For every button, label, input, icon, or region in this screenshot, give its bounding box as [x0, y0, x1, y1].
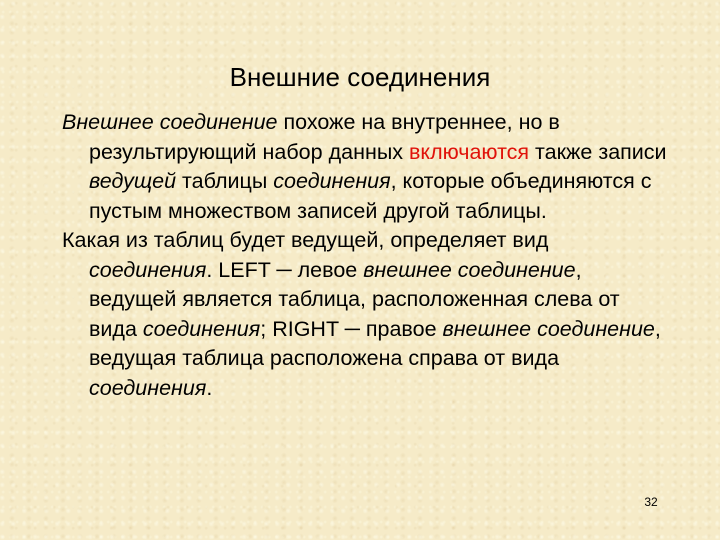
term-leading: ведущей	[89, 169, 177, 193]
text-run: . LEFT ─ левое	[206, 257, 364, 282]
text-run: похоже на внутреннее, но в результирующий набор данных	[89, 110, 560, 164]
text-run: , ведущей является таблица, расположенная слева от вида	[89, 257, 620, 341]
term-join: соединения	[89, 375, 207, 400]
paragraph-join-kinds	[62, 226, 672, 403]
text-run: .	[206, 375, 213, 400]
text-run: , ведущая таблица расположена справа от вида	[89, 316, 661, 370]
text-run: таблицы	[176, 169, 274, 193]
term-join: соединения	[142, 316, 261, 341]
term-outer-join: внешнее соединение	[442, 316, 655, 341]
paragraph-outer-join-definition	[62, 108, 672, 226]
term-join: соединения	[89, 257, 207, 282]
term-outer-join: внешнее соединение	[363, 257, 576, 282]
text-run: , которые объединяются с пустым множеством записей другой таблицы.	[89, 169, 652, 223]
text-run: также записи	[529, 139, 667, 164]
slide-body	[62, 108, 672, 403]
slide-title: Внешние соединения	[229, 62, 491, 93]
text-run: ; RIGHT ─ правое	[260, 316, 443, 341]
highlight-included: включаются	[409, 139, 530, 164]
term-join: соединения	[273, 169, 391, 193]
term-outer-join: Внешнее соединение	[62, 110, 278, 134]
page-number: 32	[644, 495, 658, 509]
text-run: Какая из таблиц будет ведущей, определяет вид	[62, 228, 549, 252]
